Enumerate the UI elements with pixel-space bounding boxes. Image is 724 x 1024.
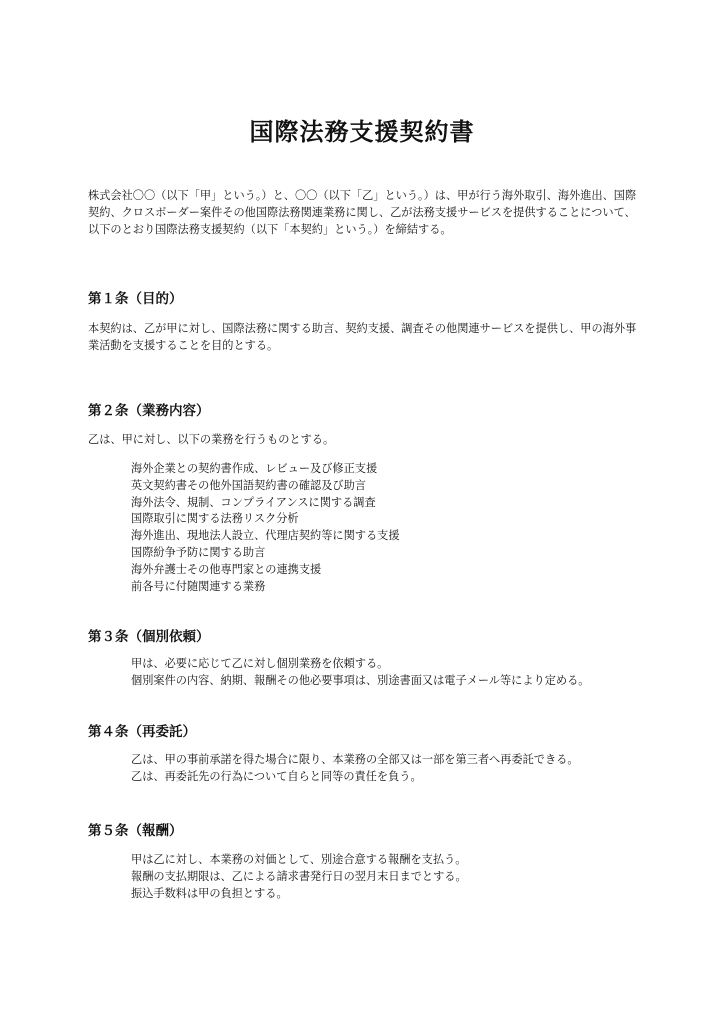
- article-4-title: 第４条（再委託）: [88, 724, 196, 740]
- article-3-title: 第３条（個別依頼）: [88, 629, 210, 645]
- article-2-item: 海外進出、現地法人設立、代理店契約等に関する支援: [131, 529, 400, 543]
- article-4-item-list: [131, 752, 651, 786]
- article-2-item: 海外法令、規制、コンプライアンスに関する調査: [131, 495, 376, 509]
- article-2-item: 海外企業との契約書作成、レビュー及び修正支援: [131, 462, 378, 475]
- preamble-text: 株式会社〇〇（以下「甲」という。）と、〇〇（以下「乙」という。）は、甲が行う海外取引、海外進出、国際契約、クロスボーダー案件その他国際法務関連業務に関し、乙が法務支援サービスを提供することについて、以下のとおり国際法務支援契約（以下「本契約」という。）を締結する。: [88, 189, 637, 236]
- article-5-title: 第５条（報酬）: [88, 823, 183, 839]
- article-5-item: 甲は乙に対し、本業務の対価として、別途合意する報酬を支払う。: [131, 853, 467, 866]
- article-2-title: 第２条（業務内容）: [88, 403, 210, 419]
- article-2-item: 海外弁護士その他専門家との連携支援: [131, 562, 322, 576]
- article-2-item-list: [131, 461, 651, 595]
- article-2-item: 国際紛争予防に関する助言: [131, 545, 266, 559]
- article-3-item: 個別案件の内容、納期、報酬その他必要事項は、別途書面又は電子メール等により定める。: [131, 673, 590, 687]
- article-2-body: 乙は、甲に対し、以下の業務を行うものとする。: [88, 433, 335, 446]
- article-3-item-list: [131, 656, 651, 690]
- article-1-title: 第１条（目的）: [88, 291, 183, 307]
- article-3-item: 甲は、必要に応じて乙に対し個別業務を依頼する。: [131, 657, 389, 670]
- document-title: 国際法務支援契約書: [249, 118, 475, 146]
- article-4-item: 乙は、甲の事前承諾を得た場合に限り、本業務の全部又は一部を第三者へ再委託できる。: [131, 753, 579, 766]
- article-2-item: 英文契約書その他外国語契約書の確認及び助言: [131, 478, 366, 492]
- article-5-item: 報酬の支払期限は、乙による請求書発行日の翌月末日までとする。: [131, 869, 467, 883]
- article-1-body: 本契約は、乙が甲に対し、国際法務に関する助言、契約支援、調査その他関連サービスを提供し、甲の海外事業活動を支援することを目的とする。: [88, 322, 637, 352]
- article-2-item: 前各号に付随関連する業務: [131, 579, 266, 593]
- article-2-item: 国際取引に関する法務リスク分析: [131, 512, 299, 526]
- article-5-item-list: [131, 852, 651, 902]
- article-5-item: 振込手数料は甲の負担とする。: [131, 886, 288, 900]
- article-4-item: 乙は、再委託先の行為について自らと同等の責任を負う。: [131, 769, 422, 783]
